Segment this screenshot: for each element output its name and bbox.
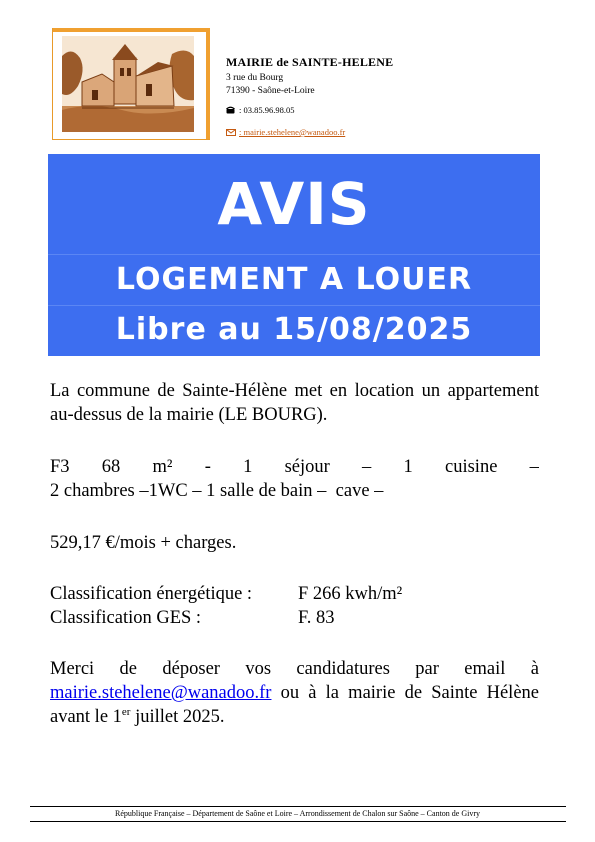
intro-paragraph: La commune de Sainte-Hélène met en location un appartement au-dessus de la mairie (LE BOURG). xyxy=(50,381,539,425)
address-line-1: 3 rue du Bourg xyxy=(226,73,284,83)
specs-paragraph xyxy=(50,455,539,503)
logo-frame xyxy=(52,28,210,140)
phone-icon xyxy=(226,106,235,114)
specs-line-1 xyxy=(50,455,539,479)
specs-word: - xyxy=(204,457,211,477)
footer-text: République Française – Département de Saône et Loire – Arrondissement de Chalon sur Saône – Canton de Givry xyxy=(114,809,481,818)
classification-block xyxy=(50,582,539,630)
email-line[interactable] xyxy=(226,127,393,137)
specs-word: 68 xyxy=(101,457,121,477)
closing-text-end: juillet 2025. xyxy=(130,707,225,727)
price: 529,17 €/mois + charges. xyxy=(50,533,237,553)
specs-word: F3 xyxy=(50,457,70,477)
closing-text-before: Merci de déposer vos candidatures par email à xyxy=(50,659,539,679)
ges-label: Classification GES : xyxy=(50,608,202,628)
footer-rule-bottom xyxy=(30,821,566,822)
specs-line-2: 2 chambres –1WC – 1 salle de bain – cave – xyxy=(50,481,384,501)
ges-row xyxy=(50,606,539,630)
closing-text-after: ou à la mairie de Sainte Hélène avant le 1 xyxy=(50,683,539,727)
banner-availability: Libre au 15/08/2025 xyxy=(115,312,473,347)
energy-row xyxy=(50,582,539,606)
phone-number: : 03.85.96.98.05 xyxy=(239,105,295,115)
banner-subtitle: LOGEMENT A LOUER xyxy=(115,262,473,297)
energy-value: F 266 kwh/m² xyxy=(298,584,403,604)
specs-word: – xyxy=(362,457,372,477)
specs-word: m² xyxy=(152,457,173,477)
specs-word: cuisine xyxy=(445,457,498,477)
closing-paragraph xyxy=(50,657,539,729)
address-line-2: 71390 - Saône-et-Loire xyxy=(226,86,315,96)
banner-title: AVIS xyxy=(217,170,371,238)
envelope-icon xyxy=(226,129,236,136)
mairie-name: MAIRIE de SAINTE-HELENE xyxy=(226,55,394,69)
banner-divider xyxy=(48,305,540,306)
notice-banner xyxy=(48,154,540,356)
specs-word: 1 xyxy=(403,457,413,477)
header-email-link[interactable]: : mairie.stehelene@wanadoo.fr xyxy=(239,127,346,137)
closing-email-link[interactable]: mairie.stehelene@wanadoo.fr xyxy=(50,683,272,703)
church-illustration xyxy=(62,36,194,132)
closing-superscript: er xyxy=(121,705,131,718)
mairie-header xyxy=(226,55,393,137)
phone-line xyxy=(226,105,393,115)
specs-word: séjour xyxy=(284,457,330,477)
specs-word: 1 xyxy=(243,457,253,477)
banner-divider xyxy=(48,254,540,255)
specs-word: – xyxy=(529,457,539,477)
energy-label: Classification énergétique : xyxy=(50,584,253,604)
footer-rule-top xyxy=(30,806,566,807)
ges-value: F. 83 xyxy=(298,608,335,628)
